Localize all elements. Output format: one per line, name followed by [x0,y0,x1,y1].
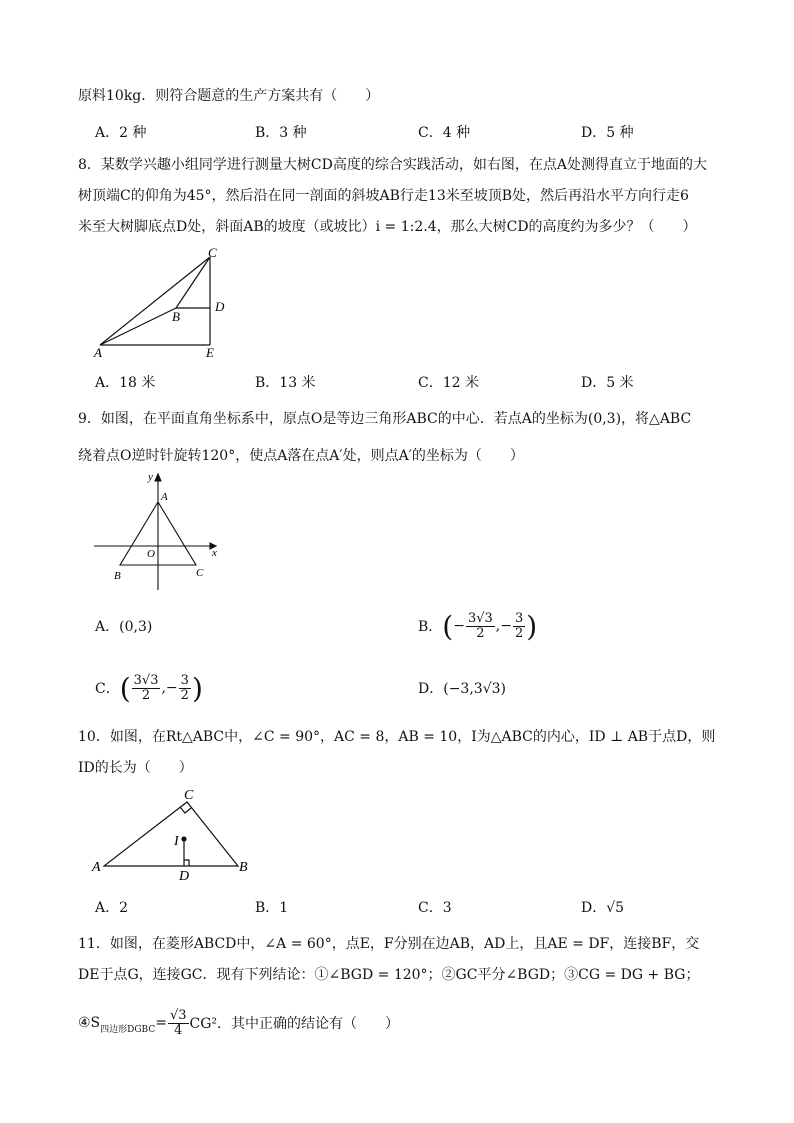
q8-option-c[interactable]: C．12 米 [418,375,479,391]
q8-label-c: C [208,245,217,260]
q7-option-d[interactable]: D．5 种 [581,125,634,141]
q11-line2: DE于点G，连接GC．现有下列结论：①∠BGD = 120°；②GC平分∠BGD；③CG = DG + BG； [78,967,700,983]
q11-line3: ④S 四边形DGBC = $\frac{√3}{4}$ CG²．其中正确的结论有（ ） [78,1007,400,1038]
q8-line2: 树顶端C的仰角为45°，然后沿在同一剖面的斜坡AB行走13米至坡顶B处，然后再沿水平方向行走6 [78,188,689,204]
q8-line-bc [176,257,210,308]
q9-line1: 9．如图，在平面直角坐标系中，原点O是等边三角形ABC的中心．若点A的坐标为(0,3)，将△ABC [78,411,692,427]
q10-label-i: I [174,834,179,849]
q8-label-d: D [215,299,225,314]
q8-option-b[interactable]: B．13 米 [255,375,316,391]
q9-option-b[interactable]: B． ( − $\frac{3√3}{2}$ ,− $\frac{3}{2}$ ) [418,609,538,643]
q9-label-a: A [161,491,168,503]
q11-line1: 11．如图，在菱形ABCD中，∠A = 60°，点E，F分别在边AB，AD上，且AE = DF，连接BF，交 [78,936,700,952]
q10-label-a: A [92,860,101,875]
q10-right-angle-d [184,860,189,866]
q8-figure [90,245,240,365]
q10-label-c: C [184,788,194,803]
q9-option-c[interactable]: C． ( $\frac{3√3}{2}$ ,− $\frac{3}{2}$ ) [95,671,203,705]
q8-label-b: B [172,309,180,324]
q9-label-o: O [147,548,155,560]
q9-figure [92,470,227,595]
q8-sight-ac [100,257,210,345]
q7-option-c[interactable]: C．4 种 [418,125,471,141]
q7-option-a[interactable]: A．2 种 [95,125,147,141]
q10-figure [90,783,260,883]
q9-label-c: C [196,567,204,579]
q10-line2: ID的长为（ ） [78,760,193,776]
q10-option-a[interactable]: A．2 [95,900,129,916]
q9-label-y: y [148,471,153,483]
q10-incenter-dot [181,836,186,841]
q10-label-d: D [179,869,190,883]
q8-label-a: A [94,345,102,360]
q9-option-a[interactable]: A．(0,3) [95,619,153,635]
q7-text-tail: 原料10kg．则符合题意的生产方案共有（ ） [78,88,380,104]
q9-y-arrow [155,474,161,481]
q10-option-c[interactable]: C．3 [418,900,452,916]
q10-triangle-abc [104,802,238,866]
q10-option-d[interactable]: D．√5 [581,900,625,916]
q10-label-b: B [239,860,248,875]
q7-option-b[interactable]: B．3 种 [255,125,307,141]
q9-label-b: B [114,570,121,582]
q8-label-e: E [206,345,214,360]
q8-line1: 8．某数学兴趣小组同学进行测量大树CD高度的综合实践活动，如右图，在点A处测得直立于地面的大 [78,157,707,173]
q8-slope-ab [100,308,176,345]
q10-line1: 10．如图，在Rt△ABC中，∠C = 90°，AC = 8，AB = 10，I为△ABC的内心，ID ⊥ AB于点D，则 [78,729,716,745]
q8-option-a[interactable]: A．18 米 [95,375,156,391]
q10-option-b[interactable]: B．1 [255,900,289,916]
q8-line3: 米至大树脚底点D处，斜面AB的坡度（或坡比）i = 1:2.4，那么大树CD的高度约为多少？（ ） [78,219,697,235]
q9-line2: 绕着点O逆时针旋转120°，使点A落在点A′处，则点A′的坐标为（ ） [78,448,524,464]
q9-label-x: x [212,547,217,559]
q8-option-d[interactable]: D．5 米 [581,375,634,391]
q9-option-d[interactable]: D．(−3,3√3) [418,681,506,697]
q10-right-angle-c [180,807,191,813]
